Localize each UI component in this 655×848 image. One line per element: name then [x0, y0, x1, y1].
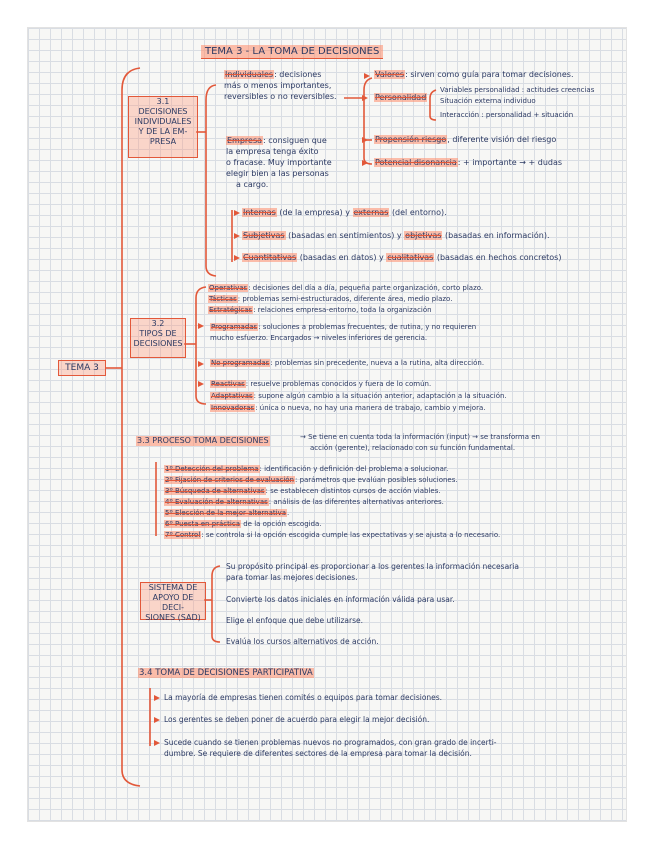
internas-line: Internas (de la empresa) y externas (del entorno).	[243, 208, 447, 217]
subjetivas-line: Subjetivas (basadas en sentimientos) y objetivas (basadas en información).	[243, 231, 550, 240]
individuales-head: Individuales	[225, 70, 274, 79]
individuales-text-3: reversibles o no reversibles.	[224, 92, 337, 101]
programadas-line-2: mucho esfuerzo. Encargados → niveles inferiores de gerencia.	[210, 334, 428, 342]
empresa-text-1: : consiguen que	[263, 136, 327, 145]
cualitativas-head: cualitativas	[387, 253, 434, 262]
no-programadas-head: No programadas	[211, 359, 270, 367]
externas-head: externas	[353, 208, 389, 217]
programadas-line-1: Programadas: soluciones a problemas frecuentes, de rutina, y no requieren	[211, 323, 477, 331]
no-programadas-line: No programadas: problemas sin precedente, nueva a la rutina, alta dirección.	[211, 359, 485, 367]
disonancia-head: Potencial disonancia	[375, 158, 457, 167]
sad-line-b: APOYO DE DECI-	[152, 593, 194, 612]
section-3-2-number: 3.2	[151, 319, 165, 328]
empresa-line-1	[226, 136, 327, 146]
section-3-3-heading: 3.3 PROCESO TOMA DECISIONES	[137, 436, 269, 445]
section-3-2-line-c: DECISIONES	[133, 339, 183, 348]
section-3-1-number: 3.1	[156, 97, 170, 106]
operativas-head: Operativas	[209, 284, 248, 292]
subjetivas-head: Subjetivas	[243, 231, 285, 240]
section-3-3-intro-2: acción (gerente), relacionado con su función fundamental.	[310, 444, 516, 452]
innovadoras-head: Innovadoras	[211, 404, 255, 412]
personalidad-head: Personalidad	[375, 93, 427, 102]
sad-item-2: Convierte los datos iniciales en información válida para usar.	[226, 595, 455, 604]
estrategicas-head: Estratégicas	[209, 306, 253, 314]
section-3-3-intro-1: → Se tiene en cuenta toda la información (input) → se transforma en	[300, 433, 540, 441]
section-3-4-item-3a: Sucede cuando se tienen problemas nuevos no programados, con gran grado de incerti-	[164, 738, 497, 747]
valores-text: : sirven como guía para tomar decisiones.	[405, 70, 574, 79]
programadas-head: Programadas	[211, 323, 258, 331]
riesgo-text: , diferente visión del riesgo	[447, 135, 557, 144]
empresa-text-3: o fracase. Muy importante	[226, 158, 332, 167]
operativas-line: Operativas: decisiones del día a día, pequeña parte organización, corto plazo.	[209, 284, 484, 292]
disonancia-text: : + importante → + dudas	[457, 158, 563, 167]
riesgo-line	[374, 135, 556, 145]
step-2: 2º Fijación de criterios de evaluación: parámetros que evalúan posibles soluciones.	[165, 476, 458, 484]
empresa-head: Empresa	[227, 136, 263, 145]
tacticas-line: Tácticas: problemas semi-estructurados, diferente área, medio plazo.	[209, 295, 453, 303]
page-title: TEMA 3 - LA TOMA DE DECISIONES	[201, 45, 383, 59]
section-3-1-line-d: Y DE LA EM-	[138, 127, 188, 136]
section-3-1-line-c: INDIVIDUALES	[134, 117, 192, 126]
section-3-4-item-1: La mayoría de empresas tienen comités o equipos para tomar decisiones.	[164, 693, 443, 702]
sad-item-1a: Su propósito principal es proporcionar a los gerentes la información necesaria	[226, 562, 519, 571]
personalidad-item-1: Variables personalidad : actitudes creencias	[440, 86, 595, 94]
individuales-text-2: más o menos importantes,	[224, 81, 332, 90]
step-7: 7º Control: se controla si la opción escogida cumple las expectativas y se ajusta a lo necesario.	[165, 531, 501, 539]
valores-head: Valores	[375, 70, 405, 79]
individuales-text-1: : decisiones	[274, 70, 322, 79]
riesgo-head: Propensión riesgo	[375, 135, 447, 144]
valores-line	[374, 70, 574, 80]
sad-line-c: SIONES (SAD)	[145, 613, 201, 622]
step-1: 1º Detección del problema: identificación y definición del problema a solucionar.	[165, 465, 449, 473]
tacticas-head: Tácticas	[209, 295, 237, 303]
personalidad-item-3: Interacción : personalidad + situación	[440, 111, 574, 119]
innovadoras-line: Innovadoras: única o nueva, no hay una manera de trabajo, cambio y mejora.	[211, 404, 486, 412]
estrategicas-line: Estratégicas: relaciones empresa-entorno, toda la organización	[209, 306, 432, 314]
reactivas-head: Reactivas	[211, 380, 245, 388]
internas-head: Internas	[243, 208, 276, 217]
cuantitativas-head: Cuantitativas	[243, 253, 297, 262]
sad-item-4: Evalúa los cursos alternativos de acción.	[226, 637, 379, 646]
adaptativas-head: Adaptativas	[211, 392, 253, 400]
section-3-4-item-3b: dumbre. Se requiere de diferentes sectores de la empresa para tomar la decisión.	[164, 749, 472, 758]
adaptativas-line: Adaptativas: supone algún cambio a la situación anterior, adaptación a la situación.	[211, 392, 507, 400]
disonancia-line	[374, 158, 562, 168]
section-3-2-line-b: TIPOS DE	[139, 329, 177, 338]
cuantitativas-line: Cuantitativas (basadas en datos) y cualitativas (basadas en hechos concretos)	[243, 253, 562, 262]
empresa-text-5: a cargo.	[236, 180, 269, 189]
step-6: 6º Puesta en práctica de la opción escogida.	[165, 520, 322, 528]
objetivas-head: objetivas	[405, 231, 442, 240]
section-3-2-box	[130, 318, 186, 358]
step-4: 4º Evaluación de alternativas: análisis de las diferentes alternativas anteriores.	[165, 498, 444, 506]
empresa-text-2: la empresa tenga éxito	[226, 147, 319, 156]
sad-item-1b: para tomar las mejores decisiones.	[226, 573, 358, 582]
root-box: TEMA 3	[58, 360, 106, 376]
step-3: 3º Búsqueda de alternativas: se establecen distintos cursos de acción viables.	[165, 487, 441, 495]
section-3-1-box	[128, 96, 198, 158]
section-3-4-item-2: Los gerentes se deben poner de acuerdo para elegir la mejor decisión.	[164, 715, 430, 724]
sad-line-a: SISTEMA DE	[148, 583, 198, 592]
reactivas-line: Reactivas: resuelve problemas conocidos y fuera de lo común.	[211, 380, 432, 388]
personalidad-item-2: Situación externa individuo	[440, 97, 536, 105]
step-5: 5º Elección de la mejor alternativa.	[165, 509, 290, 517]
sad-item-3: Elige el enfoque que debe utilizarse.	[226, 616, 363, 625]
individuales-line-1	[224, 70, 321, 80]
empresa-text-4: elegir bien a las personas	[226, 169, 329, 178]
sad-box	[140, 582, 206, 620]
section-3-4-heading: 3.4 TOMA DE DECISIONES PARTICIPATIVA	[139, 668, 313, 678]
section-3-1-line-b: DECISIONES	[138, 107, 188, 116]
section-3-1-line-e: PRESA	[149, 137, 177, 146]
